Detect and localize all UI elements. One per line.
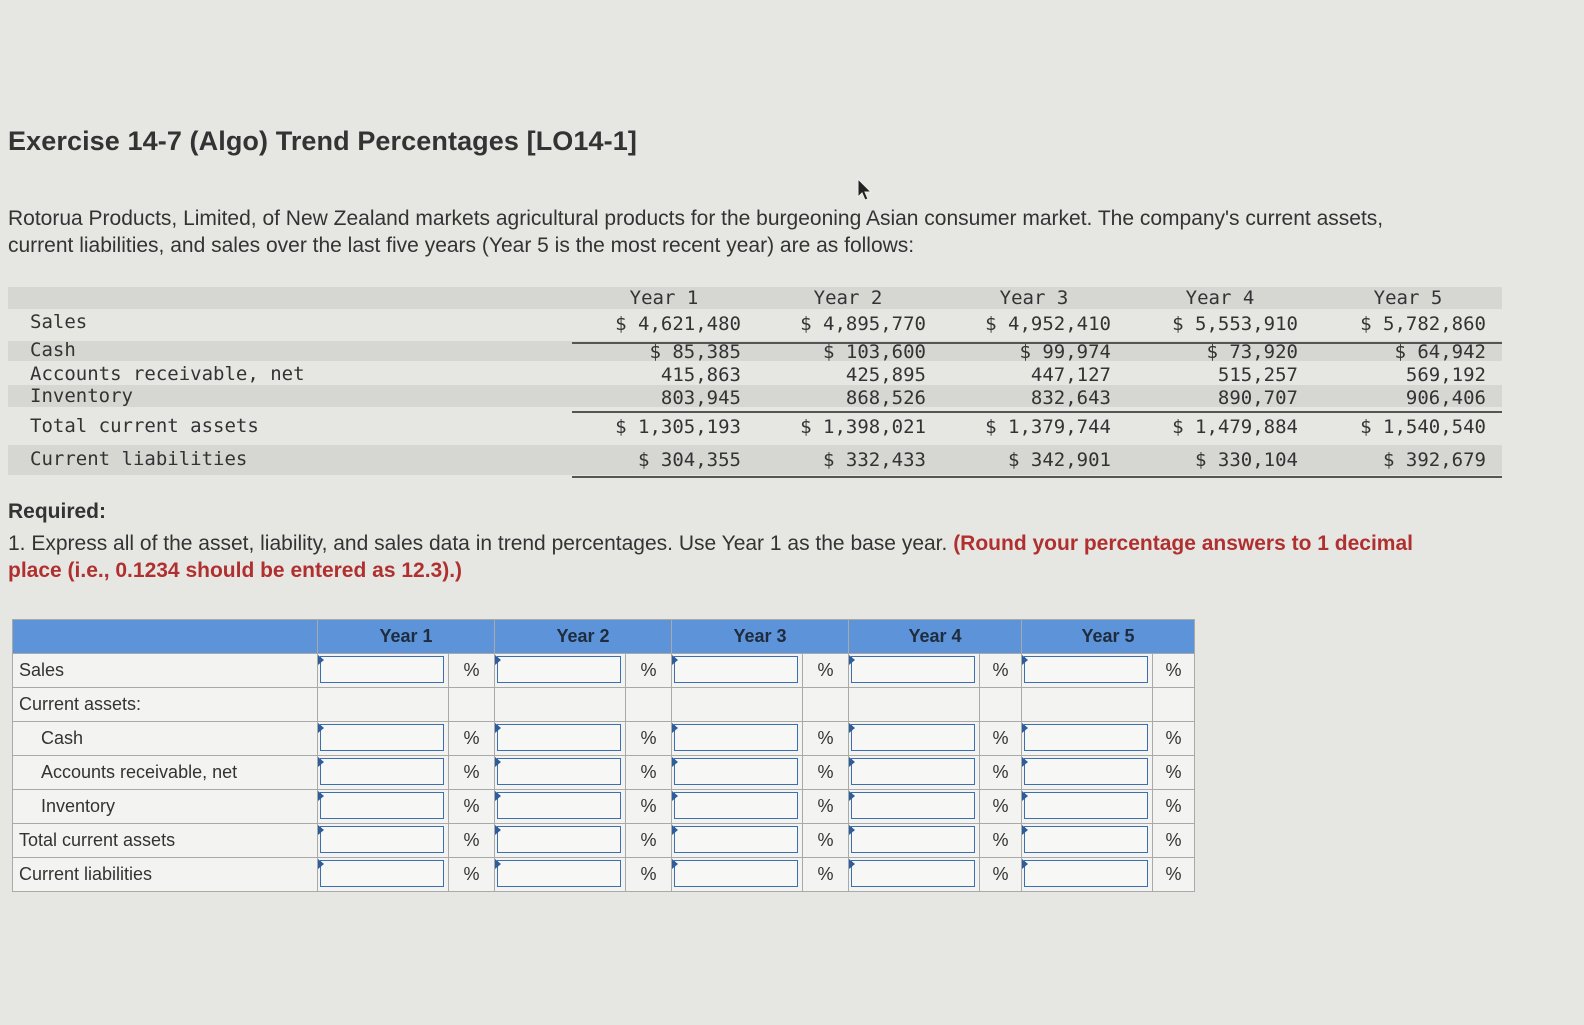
trend-input-sales-year-4[interactable] — [851, 656, 975, 683]
required-text — [8, 530, 1428, 584]
input-marker-icon — [318, 757, 324, 767]
given-value-cash-year-5: $ 64,942 — [1394, 341, 1486, 363]
trend-input-accounts-receivable-net-year-4[interactable] — [851, 758, 975, 785]
percent-sign: % — [803, 756, 849, 790]
answer-cell-inventory-year-1 — [318, 790, 449, 824]
percent-sign: % — [626, 790, 672, 824]
given-value-total-current-assets-year-4: $ 1,479,884 — [1172, 416, 1298, 438]
given-value-total-current-assets-year-2: $ 1,398,021 — [800, 416, 926, 438]
given-underline-1 — [572, 342, 1502, 344]
given-value-sales-year-1: $ 4,621,480 — [615, 313, 741, 335]
percent-sign: % — [626, 824, 672, 858]
trend-input-total-current-assets-year-2[interactable] — [497, 826, 621, 853]
answer-row-cash — [13, 722, 1195, 756]
given-value-cash-year-1: $ 85,385 — [649, 341, 741, 363]
answer-cell-inventory-year-3 — [672, 790, 803, 824]
answer-cell-current-assets-year-1 — [318, 688, 449, 722]
input-marker-icon — [672, 791, 678, 801]
answer-cell-sales-year-3 — [672, 654, 803, 688]
given-value-current-liabilities-year-3: $ 342,901 — [1008, 449, 1111, 471]
percent-sign: % — [449, 756, 495, 790]
given-label-sales: Sales — [30, 311, 88, 333]
answer-cell-total-current-assets-year-2 — [495, 824, 626, 858]
trend-input-total-current-assets-year-1[interactable] — [320, 826, 444, 853]
input-marker-icon — [1022, 757, 1028, 767]
answer-label-current-liabilities: Current liabilities — [13, 858, 318, 892]
input-marker-icon — [318, 791, 324, 801]
input-marker-icon — [672, 723, 678, 733]
input-marker-icon — [495, 723, 501, 733]
input-marker-icon — [495, 655, 501, 665]
percent-sign: % — [626, 858, 672, 892]
answer-cell-current-assets-year-4 — [849, 688, 980, 722]
percent-sign: % — [980, 858, 1022, 892]
answer-header-year-1: Year 1 — [318, 620, 495, 654]
input-marker-icon — [849, 655, 855, 665]
input-marker-icon — [849, 791, 855, 801]
answer-header-year-3: Year 3 — [672, 620, 849, 654]
percent-sign: % — [803, 654, 849, 688]
given-value-inventory-year-1: 803,945 — [660, 387, 741, 409]
percent-sign: % — [449, 824, 495, 858]
empty-percent-cell — [626, 688, 672, 722]
trend-input-total-current-assets-year-4[interactable] — [851, 826, 975, 853]
answer-header-row — [13, 620, 1195, 654]
answer-cell-total-current-assets-year-3 — [672, 824, 803, 858]
answer-cell-current-assets-year-2 — [495, 688, 626, 722]
given-value-total-current-assets-year-5: $ 1,540,540 — [1360, 416, 1486, 438]
input-marker-icon — [318, 655, 324, 665]
input-marker-icon — [849, 723, 855, 733]
answer-cell-total-current-assets-year-5 — [1022, 824, 1153, 858]
given-value-inventory-year-3: 832,643 — [1030, 387, 1111, 409]
percent-sign: % — [803, 790, 849, 824]
given-label-total-current-assets: Total current assets — [30, 415, 259, 437]
percent-sign: % — [449, 722, 495, 756]
answer-cell-current-liabilities-year-2 — [495, 858, 626, 892]
input-marker-icon — [849, 825, 855, 835]
header-corner — [13, 620, 318, 654]
given-value-inventory-year-4: 890,707 — [1217, 387, 1298, 409]
empty-percent-cell — [449, 688, 495, 722]
input-marker-icon — [849, 859, 855, 869]
given-value-inventory-year-5: 906,406 — [1405, 387, 1486, 409]
trend-input-sales-year-5[interactable] — [1024, 656, 1148, 683]
answer-cell-accounts-receivable-net-year-1 — [318, 756, 449, 790]
answer-label-sales: Sales — [13, 654, 318, 688]
trend-input-accounts-receivable-net-year-2[interactable] — [497, 758, 621, 785]
given-value-cash-year-4: $ 73,920 — [1206, 341, 1298, 363]
answer-cell-current-assets-year-5 — [1022, 688, 1153, 722]
answer-row-total-current-assets — [13, 824, 1195, 858]
trend-input-inventory-year-3[interactable] — [674, 792, 798, 819]
percent-sign: % — [449, 654, 495, 688]
input-marker-icon — [1022, 655, 1028, 665]
percent-sign: % — [1153, 756, 1195, 790]
trend-input-cash-year-1[interactable] — [320, 724, 444, 751]
trend-input-current-liabilities-year-3[interactable] — [674, 860, 798, 887]
given-value-current-liabilities-year-4: $ 330,104 — [1195, 449, 1298, 471]
given-label-accounts-receivable: Accounts receivable, net — [30, 363, 305, 385]
given-value-sales-year-4: $ 5,553,910 — [1172, 313, 1298, 335]
given-value-total-current-assets-year-3: $ 1,379,744 — [985, 416, 1111, 438]
input-marker-icon — [1022, 825, 1028, 835]
given-label-cash: Cash — [30, 339, 76, 361]
answer-row-current-assets — [13, 688, 1195, 722]
answer-cell-cash-year-2 — [495, 722, 626, 756]
trend-input-accounts-receivable-net-year-5[interactable] — [1024, 758, 1148, 785]
answer-label-current-assets: Current assets: — [13, 688, 318, 722]
mouse-cursor-icon — [856, 178, 874, 204]
answer-cell-sales-year-1 — [318, 654, 449, 688]
answer-header-year-2: Year 2 — [495, 620, 672, 654]
trend-input-current-liabilities-year-2[interactable] — [497, 860, 621, 887]
input-marker-icon — [495, 791, 501, 801]
trend-input-current-liabilities-year-5[interactable] — [1024, 860, 1148, 887]
answer-label-inventory: Inventory — [13, 790, 318, 824]
percent-sign: % — [449, 790, 495, 824]
percent-sign: % — [980, 654, 1022, 688]
answer-row-sales — [13, 654, 1195, 688]
trend-input-inventory-year-1[interactable] — [320, 792, 444, 819]
answer-label-cash: Cash — [13, 722, 318, 756]
input-marker-icon — [495, 859, 501, 869]
given-value-inventory-year-2: 868,526 — [845, 387, 926, 409]
input-marker-icon — [672, 825, 678, 835]
given-value-accounts-receivable-year-1: 415,863 — [660, 364, 741, 386]
given-value-current-liabilities-year-1: $ 304,355 — [638, 449, 741, 471]
input-marker-icon — [672, 655, 678, 665]
trend-input-sales-year-2[interactable] — [497, 656, 621, 683]
given-value-accounts-receivable-year-3: 447,127 — [1030, 364, 1111, 386]
input-marker-icon — [318, 723, 324, 733]
percent-sign: % — [1153, 722, 1195, 756]
percent-sign: % — [980, 790, 1022, 824]
answer-row-inventory — [13, 790, 1195, 824]
answer-cell-current-liabilities-year-1 — [318, 858, 449, 892]
percent-sign: % — [449, 858, 495, 892]
empty-percent-cell — [803, 688, 849, 722]
trend-input-inventory-year-2[interactable] — [497, 792, 621, 819]
trend-input-cash-year-5[interactable] — [1024, 724, 1148, 751]
trend-percentage-answer-table — [12, 619, 1195, 892]
input-marker-icon — [318, 825, 324, 835]
answer-row-current-liabilities — [13, 858, 1195, 892]
required-instruction: 1. Express all of the asset, liability, and sales data in trend percentages. Use Year 1 as the base year. — [8, 532, 948, 555]
answer-cell-accounts-receivable-net-year-2 — [495, 756, 626, 790]
answer-cell-accounts-receivable-net-year-5 — [1022, 756, 1153, 790]
answer-cell-cash-year-3 — [672, 722, 803, 756]
given-header-year-3: Year 3 — [999, 287, 1069, 309]
input-marker-icon — [1022, 723, 1028, 733]
problem-description: Rotorua Products, Limited, of New Zealand markets agricultural products for the burgeoning Asian consumer market. The company's current assets, current liabilities, and sales over the last five years (Year 5 is the most recent year) are as follows: — [8, 207, 1384, 257]
given-value-sales-year-2: $ 4,895,770 — [800, 313, 926, 335]
percent-sign: % — [1153, 790, 1195, 824]
given-header-year-1: Year 1 — [629, 287, 699, 309]
given-data-table — [8, 287, 1502, 483]
given-header-year-5: Year 5 — [1373, 287, 1443, 309]
answer-cell-inventory-year-4 — [849, 790, 980, 824]
answer-cell-accounts-receivable-net-year-3 — [672, 756, 803, 790]
given-value-sales-year-5: $ 5,782,860 — [1360, 313, 1486, 335]
input-marker-icon — [849, 757, 855, 767]
answer-row-accounts-receivable-net — [13, 756, 1195, 790]
trend-input-cash-year-4[interactable] — [851, 724, 975, 751]
rounding-instruction: (Round your percentage answers to 1 decimal place (i.e., 0.1234 should be entered as 12.3).) — [8, 532, 1413, 582]
page-title: Exercise 14-7 (Algo) Trend Percentages [LO14-1] — [8, 126, 637, 156]
percent-sign: % — [980, 722, 1022, 756]
answer-cell-cash-year-5 — [1022, 722, 1153, 756]
given-value-sales-year-3: $ 4,952,410 — [985, 313, 1111, 335]
percent-sign: % — [980, 824, 1022, 858]
answer-cell-current-liabilities-year-5 — [1022, 858, 1153, 892]
given-header-year-2: Year 2 — [813, 287, 883, 309]
given-value-cash-year-3: $ 99,974 — [1019, 341, 1111, 363]
required-heading: Required: — [8, 500, 107, 523]
answer-cell-sales-year-5 — [1022, 654, 1153, 688]
trend-input-total-current-assets-year-5[interactable] — [1024, 826, 1148, 853]
input-marker-icon — [1022, 859, 1028, 869]
trend-input-accounts-receivable-net-year-1[interactable] — [320, 758, 444, 785]
percent-sign: % — [626, 654, 672, 688]
trend-input-cash-year-2[interactable] — [497, 724, 621, 751]
answer-label-total-current-assets: Total current assets — [13, 824, 318, 858]
given-header-year-4: Year 4 — [1185, 287, 1255, 309]
trend-input-sales-year-1[interactable] — [320, 656, 444, 683]
empty-percent-cell — [1153, 688, 1195, 722]
given-value-total-current-assets-year-1: $ 1,305,193 — [615, 416, 741, 438]
trend-input-inventory-year-4[interactable] — [851, 792, 975, 819]
input-marker-icon — [318, 859, 324, 869]
trend-input-total-current-assets-year-3[interactable] — [674, 826, 798, 853]
answer-cell-current-liabilities-year-3 — [672, 858, 803, 892]
percent-sign: % — [803, 722, 849, 756]
percent-sign: % — [1153, 654, 1195, 688]
trend-input-sales-year-3[interactable] — [674, 656, 798, 683]
answer-cell-inventory-year-5 — [1022, 790, 1153, 824]
percent-sign: % — [803, 858, 849, 892]
percent-sign: % — [1153, 824, 1195, 858]
given-value-current-liabilities-year-5: $ 392,679 — [1383, 449, 1486, 471]
percent-sign: % — [626, 722, 672, 756]
input-marker-icon — [1022, 791, 1028, 801]
answer-cell-sales-year-2 — [495, 654, 626, 688]
trend-input-current-liabilities-year-1[interactable] — [320, 860, 444, 887]
given-underline-3 — [572, 476, 1502, 478]
trend-input-current-liabilities-year-4[interactable] — [851, 860, 975, 887]
answer-cell-sales-year-4 — [849, 654, 980, 688]
input-marker-icon — [672, 859, 678, 869]
answer-header-year-4: Year 4 — [849, 620, 1022, 654]
answer-cell-current-liabilities-year-4 — [849, 858, 980, 892]
given-value-current-liabilities-year-2: $ 332,433 — [823, 449, 926, 471]
answer-cell-inventory-year-2 — [495, 790, 626, 824]
given-value-accounts-receivable-year-2: 425,895 — [845, 364, 926, 386]
trend-input-cash-year-3[interactable] — [674, 724, 798, 751]
input-marker-icon — [495, 825, 501, 835]
percent-sign: % — [980, 756, 1022, 790]
trend-input-accounts-receivable-net-year-3[interactable] — [674, 758, 798, 785]
percent-sign: % — [1153, 858, 1195, 892]
percent-sign: % — [626, 756, 672, 790]
answer-cell-total-current-assets-year-4 — [849, 824, 980, 858]
answer-cell-cash-year-1 — [318, 722, 449, 756]
input-marker-icon — [495, 757, 501, 767]
given-label-current-liabilities: Current liabilities — [30, 448, 248, 470]
answer-header-year-5: Year 5 — [1022, 620, 1195, 654]
given-underline-2 — [572, 411, 1502, 413]
answer-cell-cash-year-4 — [849, 722, 980, 756]
trend-input-inventory-year-5[interactable] — [1024, 792, 1148, 819]
given-label-inventory: Inventory — [30, 385, 133, 407]
answer-label-accounts-receivable-net: Accounts receivable, net — [13, 756, 318, 790]
given-value-cash-year-2: $ 103,600 — [823, 341, 926, 363]
percent-sign: % — [803, 824, 849, 858]
answer-cell-current-assets-year-3 — [672, 688, 803, 722]
answer-cell-total-current-assets-year-1 — [318, 824, 449, 858]
given-value-accounts-receivable-year-4: 515,257 — [1217, 364, 1298, 386]
answer-cell-accounts-receivable-net-year-4 — [849, 756, 980, 790]
empty-percent-cell — [980, 688, 1022, 722]
input-marker-icon — [672, 757, 678, 767]
given-value-accounts-receivable-year-5: 569,192 — [1405, 364, 1486, 386]
